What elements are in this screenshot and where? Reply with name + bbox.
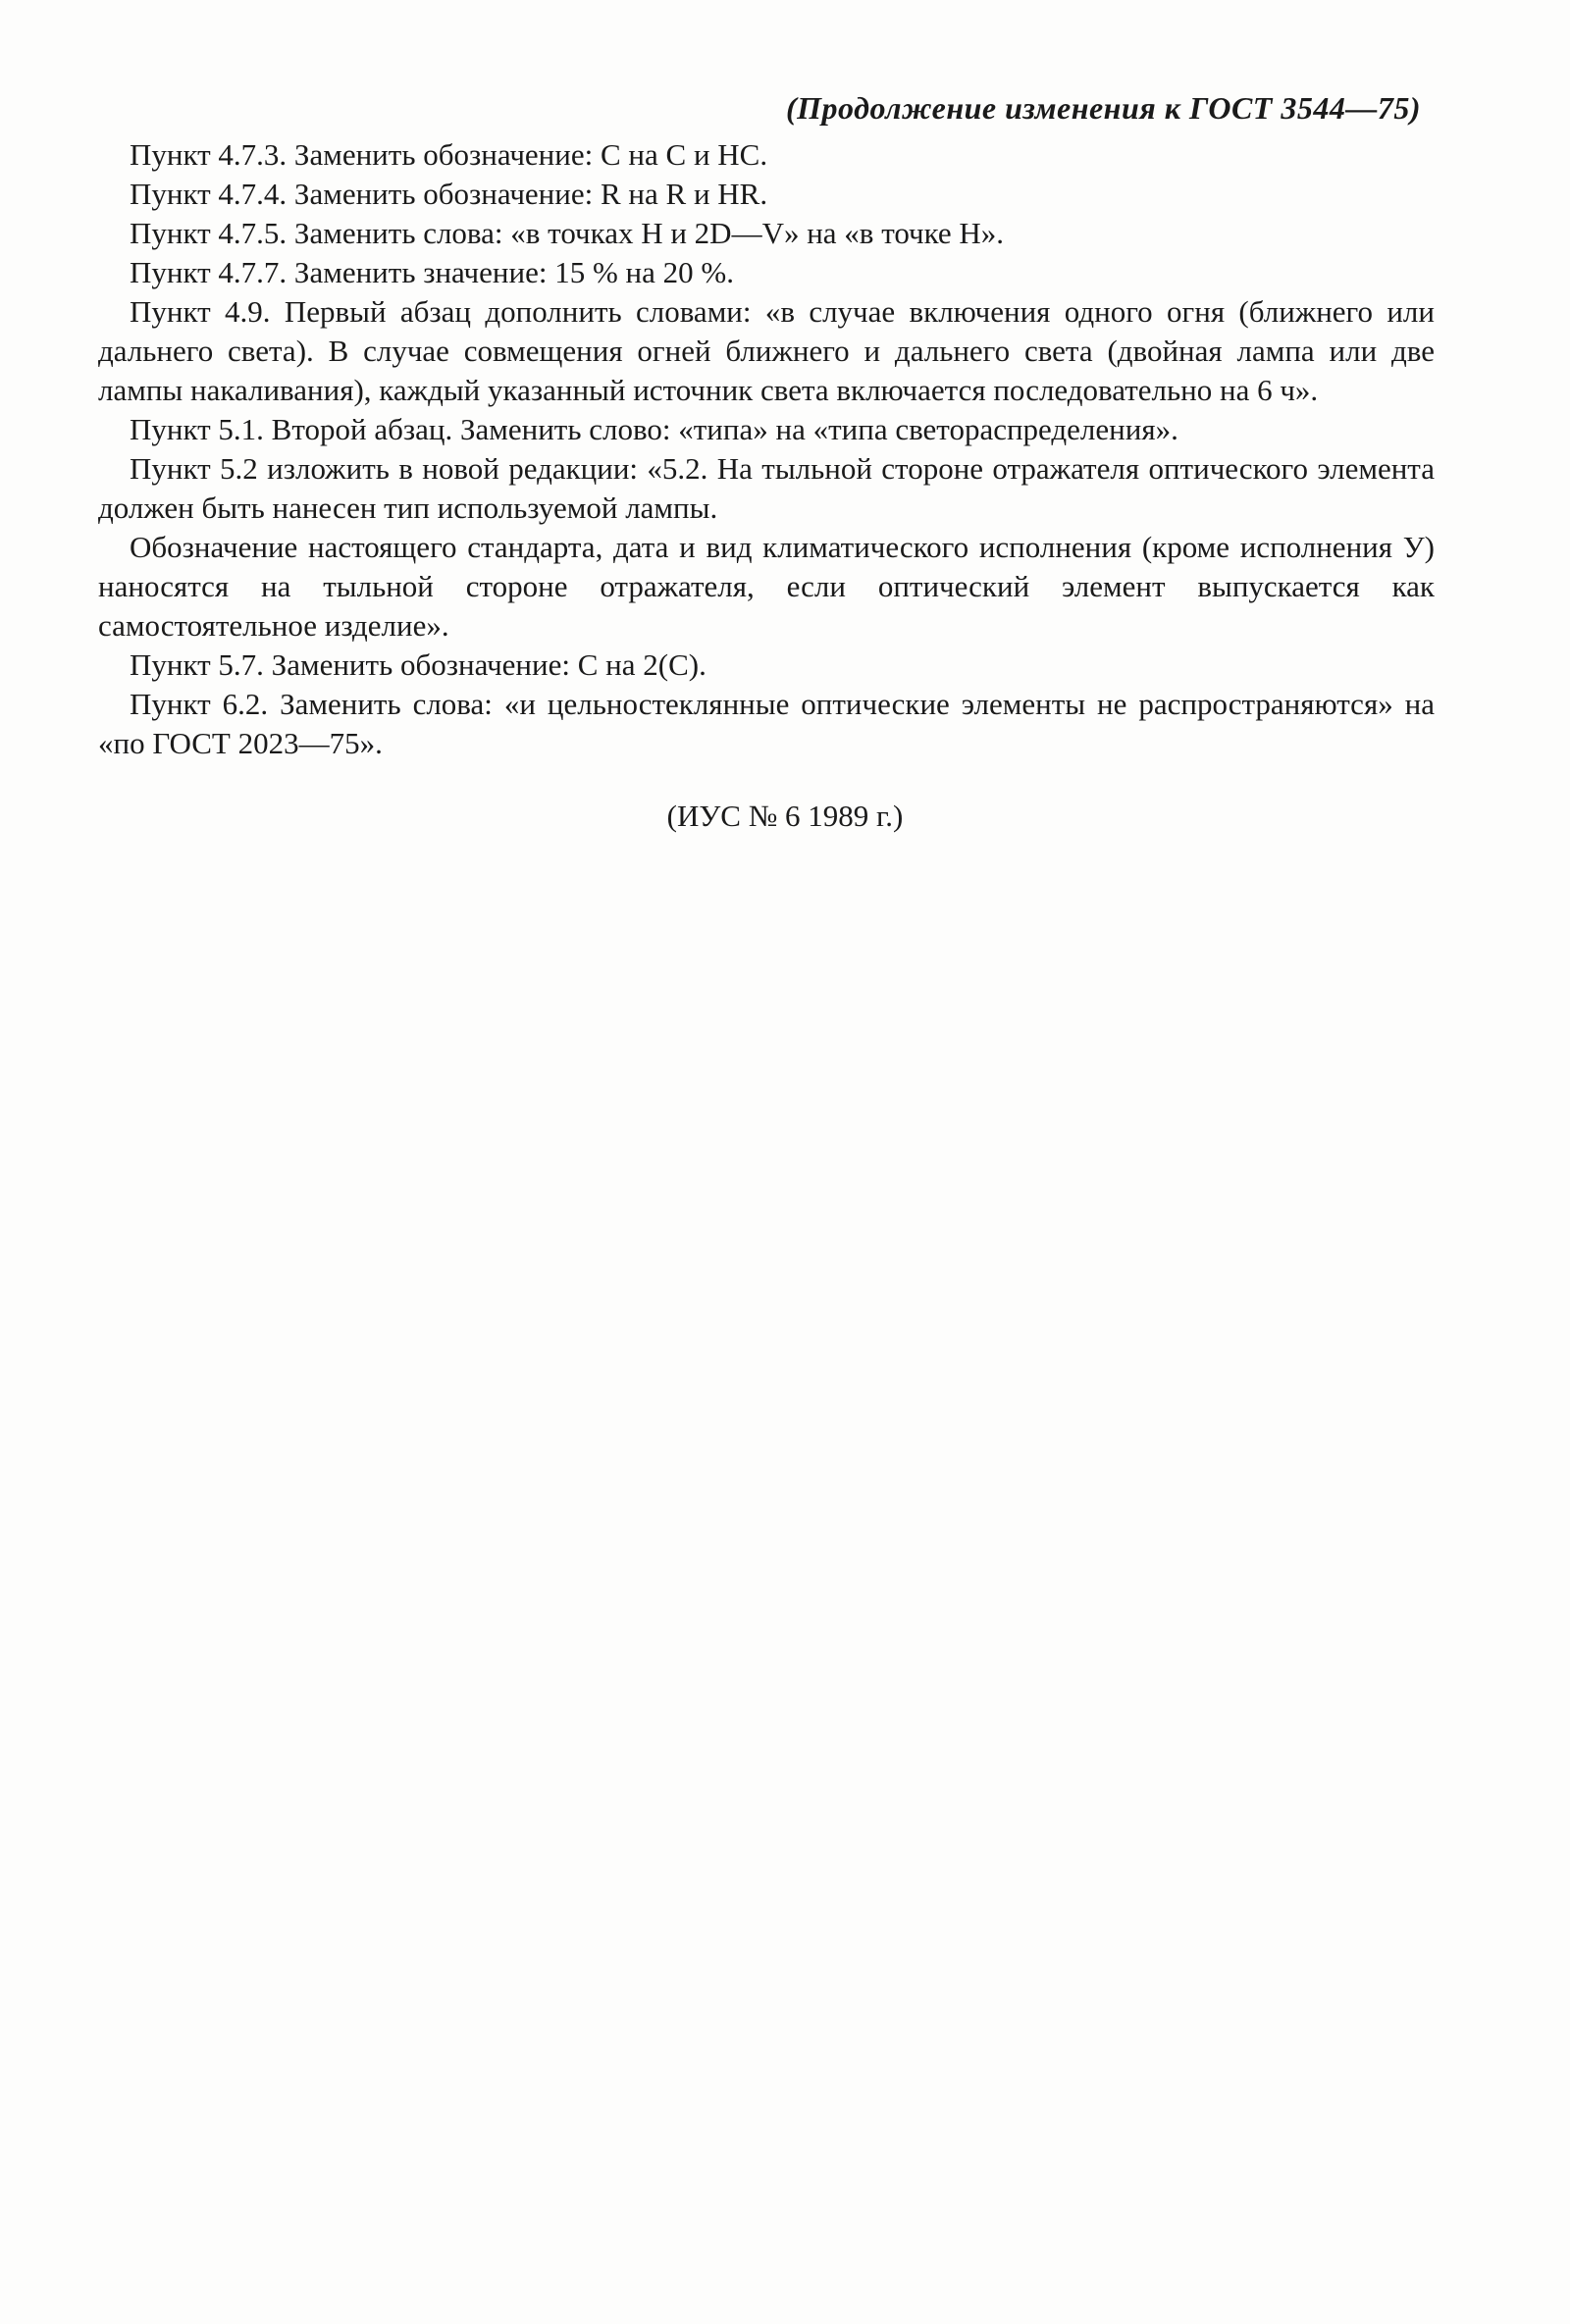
document-header: (Продолжение изменения к ГОСТ 3544—75)	[785, 90, 1421, 126]
paragraph-4-7-7: Пункт 4.7.7. Заменить значение: 15 % на 20 %.	[130, 255, 734, 289]
publication-reference: (ИУС № 6 1989 г.)	[666, 799, 904, 833]
document-body	[98, 135, 1435, 763]
paragraph-4-7-3: Пункт 4.7.3. Заменить обозначение: C на C и HC.	[130, 137, 768, 172]
paragraph-4-7-4: Пункт 4.7.4. Заменить обозначение: R на R и HR.	[130, 177, 768, 211]
paragraph-5-2: Пункт 5.2 изложить в новой редакции: «5.2. На тыльной стороне отражателя оптического элемента должен быть нанесен тип используемой лампы.	[98, 451, 1435, 525]
paragraph-5-7: Пункт 5.7. Заменить обозначение: C на 2(C).	[130, 647, 706, 682]
paragraph-6-2: Пункт 6.2. Заменить слова: «и цельностеклянные оптические элементы не распространяются» на «по ГОСТ 2023—75».	[98, 687, 1435, 760]
paragraph-4-7-5: Пункт 4.7.5. Заменить слова: «в точках H и 2D—V» на «в точке H».	[130, 216, 1005, 250]
paragraph-4-9: Пункт 4.9. Первый абзац дополнить словами: «в случае включения одного огня (ближнего или дальнего света). В случае совмещения огней ближнего и дальнего света (двойная лампа или две лампы накаливания), каждый указанный источник света включается последовательно на 6 ч».	[98, 294, 1435, 407]
paragraph-5-2-continued: Обозначение настоящего стандарта, дата и вид климатического исполнения (кроме исполнения У) наносятся на тыльной стороне отражателя, если оптический элемент выпускается как самостоятельное изделие».	[98, 530, 1435, 643]
paragraph-5-1: Пункт 5.1. Второй абзац. Заменить слово: «типа» на «типа светораспределения».	[130, 412, 1178, 446]
